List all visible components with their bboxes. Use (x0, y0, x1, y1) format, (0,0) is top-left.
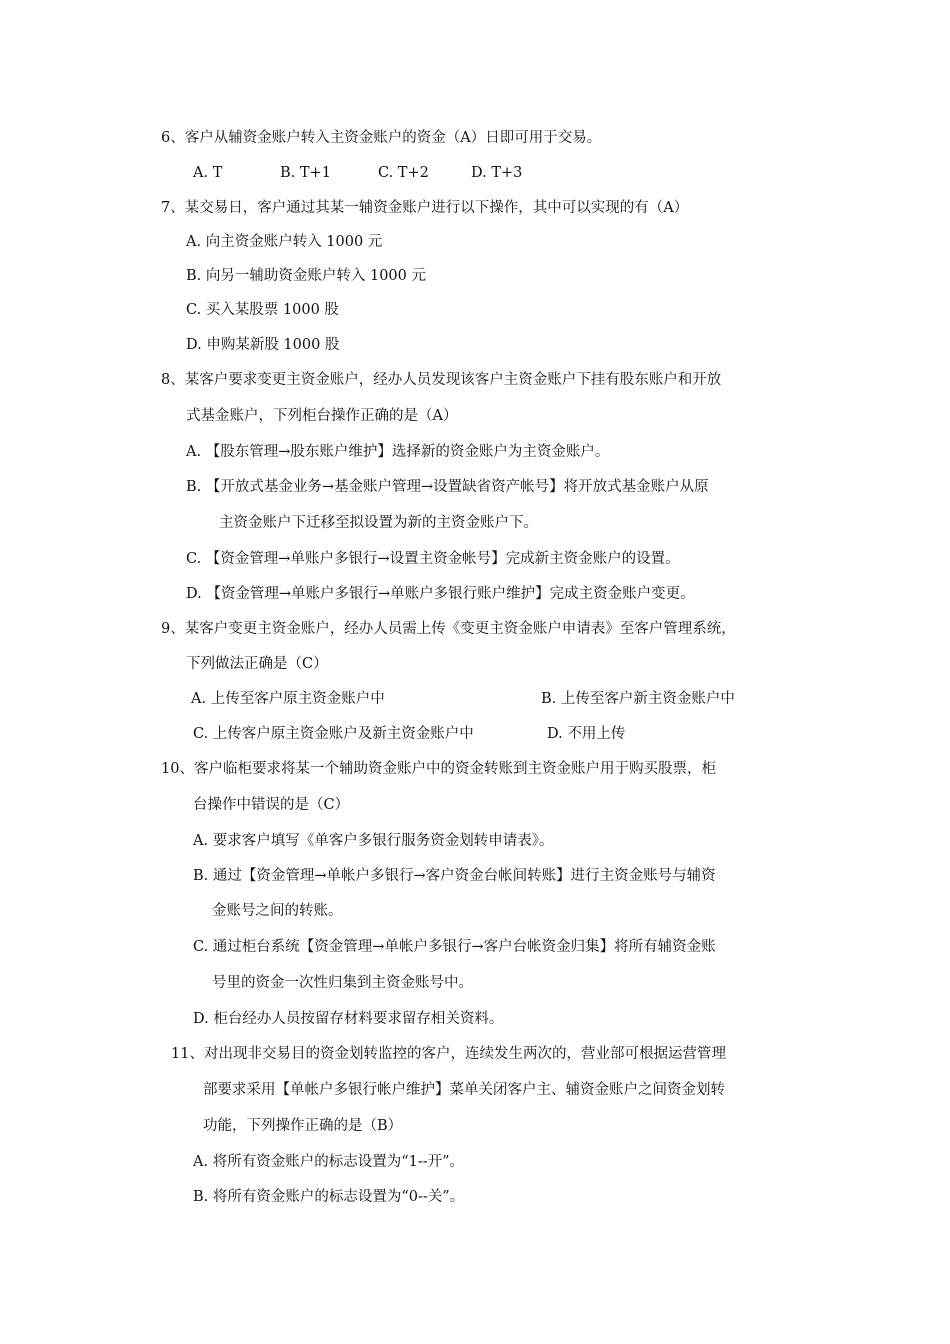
question-11-cont-2: 功能，下列操作正确的是（B） (203, 1118, 403, 1134)
q9-option-b: B. 上传至客户新主资金账户中 (541, 691, 735, 707)
q9-option-a: A. 上传至客户原主资金账户中 (191, 691, 385, 707)
question-11: 11、对出现非交易目的资金划转监控的客户，连续发生两次的，营业部可根据运营管理 (171, 1046, 726, 1062)
q8-option-b: B. 【开放式基金业务→基金账户管理→设置缺省资产帐号】将开放式基金账户从原 (186, 479, 709, 495)
q8-option-d: D. 【资金管理→单账户多银行→单账户多银行账户维护】完成主资金账户变更。 (186, 586, 695, 602)
q10-option-d: D. 柜台经办人员按留存材料要求留存相关资料。 (193, 1011, 504, 1027)
question-6: 6、客户从辅资金账户转入主资金账户的资金（A）日即可用于交易。 (161, 130, 602, 146)
question-10-cont: 台操作中错误的是（C） (193, 797, 350, 813)
q8-option-c: C. 【资金管理→单账户多银行→设置主资金帐号】完成新主资金账户的设置。 (186, 551, 680, 567)
q6-option-d: D. T+3 (471, 165, 523, 181)
q10-option-b: B. 通过【资金管理→单帐户多银行→客户资金台帐间转账】进行主资金账号与辅资 (193, 868, 716, 884)
question-11-cont-1: 部要求采用【单帐户多银行帐户维护】菜单关闭客户主、辅资金账户之间资金划转 (203, 1082, 725, 1098)
q6-option-a: A. T (193, 165, 223, 181)
q10-option-a: A. 要求客户填写《单客户多银行服务资金划转申请表》。 (193, 833, 554, 849)
q6-option-c: C. T+2 (378, 165, 429, 181)
q10-option-c: C. 通过柜台系统【资金管理→单帐户多银行→客户台帐资金归集】将所有辅资金账 (193, 939, 716, 955)
q7-option-d: D. 申购某新股 1000 股 (186, 337, 340, 353)
q7-option-b: B. 向另一辅助资金账户转入 1000 元 (186, 268, 426, 284)
question-9-cont: 下列做法正确是（C） (186, 656, 328, 672)
q9-option-c: C. 上传客户原主资金账户及新主资金账户中 (193, 726, 474, 742)
question-8-cont: 式基金账户，下列柜台操作正确的是（A） (186, 408, 458, 424)
q7-option-a: A. 向主资金账户转入 1000 元 (186, 234, 383, 250)
question-9: 9、某客户变更主资金账户，经办人员需上传《变更主资金账户申请表》至客户管理系统， (161, 621, 736, 637)
q6-option-b: B. T+1 (280, 165, 331, 181)
question-7: 7、某交易日，客户通过其某一辅资金账户进行以下操作，其中可以实现的有（A） (161, 200, 689, 216)
q8-option-a: A. 【股东管理→股东账户维护】选择新的资金账户为主资金账户。 (186, 444, 610, 460)
q10-option-c-cont: 号里的资金一次性归集到主资金账号中。 (212, 975, 473, 991)
question-8: 8、某客户要求变更主资金账户，经办人员发现该客户主资金账户下挂有股东账户和开放 (161, 372, 722, 388)
q9-option-d: D. 不用上传 (547, 726, 626, 742)
question-10: 10、客户临柜要求将某一个辅助资金账户中的资金转账到主资金账户用于购买股票，柜 (161, 761, 716, 777)
q10-option-b-cont: 金账号之间的转账。 (212, 903, 343, 919)
q8-option-b-cont: 主资金账户下迁移至拟设置为新的主资金账户下。 (219, 515, 538, 531)
q7-option-c: C. 买入某股票 1000 股 (186, 302, 339, 318)
q11-option-a: A. 将所有资金账户的标志设置为“1--开”。 (193, 1154, 465, 1170)
q11-option-b: B. 将所有资金账户的标志设置为“0--关”。 (193, 1189, 465, 1205)
